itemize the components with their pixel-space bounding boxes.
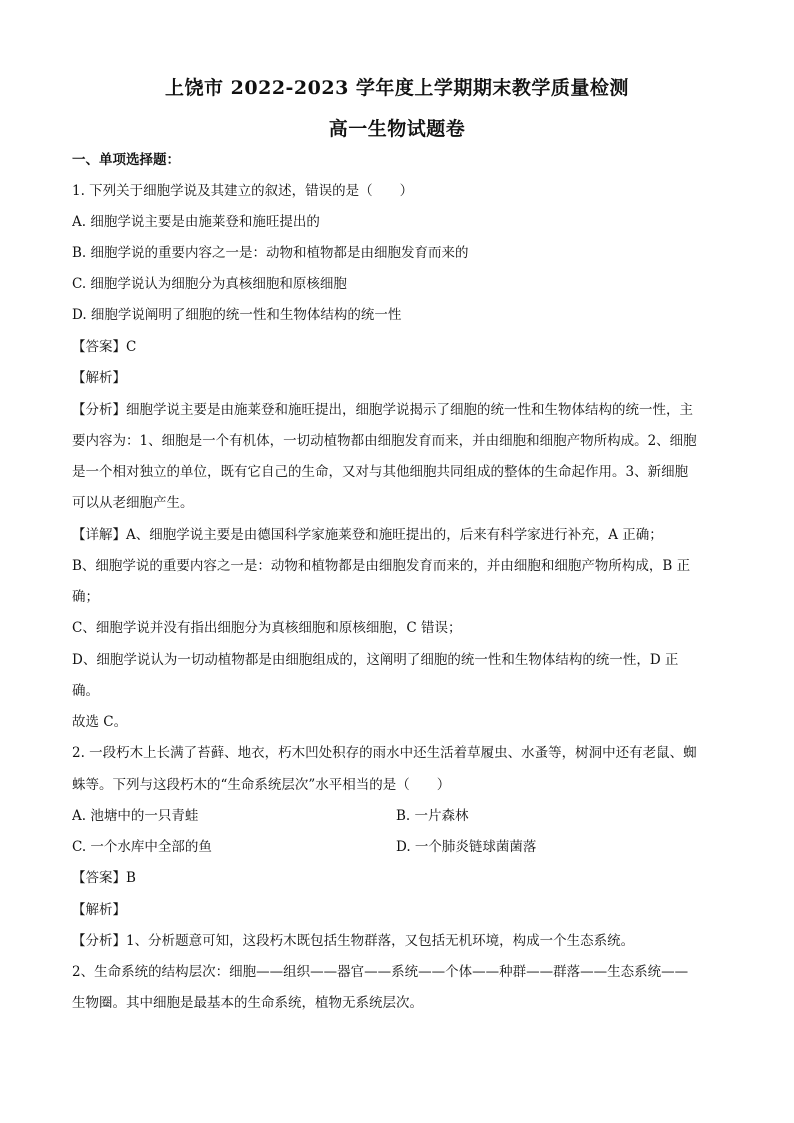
q2-answer: 【答案】B — [72, 870, 136, 886]
q1-analysis-line: 确。 — [72, 683, 99, 699]
q1-analysis-line: 要内容为：1、细胞是一个有机体，一切动植物都由细胞发育而来，并由细胞和细胞产物所构成。2、细胞 — [72, 433, 697, 449]
q1-analysis-label: 【解析】 — [72, 370, 126, 386]
q2-analysis-line: 2、生命系统的结构层次：细胞——组织——器官——系统——个体——种群——群落——生态系统—— — [72, 964, 689, 980]
q1-option-c: C. 细胞学说认为细胞分为真核细胞和原核细胞 — [72, 276, 347, 292]
q1-option-a: A. 细胞学说主要是由施莱登和施旺提出的 — [72, 214, 320, 230]
q1-analysis-line: C、细胞学说并没有指出细胞分为真核细胞和原核细胞，C 错误； — [72, 620, 462, 636]
q2-analysis-line: 【分析】1、分析题意可知，这段朽木既包括生物群落，又包括无机环境，构成一个生态系统。 — [72, 933, 635, 949]
q1-analysis-line: 故选 C。 — [72, 714, 128, 730]
q2-analysis-line: 生物圈。其中细胞是最基本的生命系统，植物无系统层次。 — [72, 995, 423, 1011]
q1-answer: 【答案】C — [72, 339, 137, 355]
q1-option-b: B. 细胞学说的重要内容之一是：动物和植物都是由细胞发育而来的 — [72, 245, 469, 261]
q1-analysis-line: B、细胞学说的重要内容之一是：动物和植物都是由细胞发育而来的，并由细胞和细胞产物所构成，B 正 — [72, 558, 691, 574]
q2-stem-line: 蛛等。下列与这段朽木的“生命系统层次”水平相当的是（ ） — [72, 777, 451, 793]
q2-option-a: A. 池塘中的一只青蛙 — [72, 808, 199, 824]
q1-analysis-line: 是一个相对独立的单位，既有它自己的生命，又对与其他细胞共同组成的整体的生命起作用。3、新细胞 — [72, 464, 689, 480]
q2-option-b: B. 一片森林 — [396, 808, 469, 824]
exam-title: 上饶市 2022-2023 学年度上学期期末教学质量检测 — [165, 77, 629, 99]
q1-analysis-line: 【详解】A、细胞学说主要是由德国科学家施莱登和施旺提出的，后来有科学家进行补充，A 正确； — [72, 527, 663, 543]
q1-analysis-line: 确； — [72, 589, 99, 605]
q2-option-d: D. 一个肺炎链球菌菌落 — [396, 839, 537, 855]
q1-analysis-line: D、细胞学说认为一切动植物都是由细胞组成的，这阐明了细胞的统一性和生物体结构的统一性，D 正 — [72, 652, 679, 668]
q2-stem-line: 2. 一段朽木上长满了苔藓、地衣，朽木凹处积存的雨水中还生活着草履虫、水蚤等，树洞中还有老鼠、蜘 — [72, 745, 697, 761]
q1-stem: 1. 下列关于细胞学说及其建立的叙述，错误的是（ ） — [72, 183, 414, 199]
q1-analysis-line: 可以从老细胞产生。 — [72, 495, 194, 511]
q1-option-d: D. 细胞学说阐明了细胞的统一性和生物体结构的统一性 — [72, 307, 402, 323]
q2-option-row — [72, 806, 722, 826]
section-heading: 一、单项选择题： — [72, 152, 180, 168]
q2-analysis-label: 【解析】 — [72, 902, 126, 918]
q2-option-row — [72, 837, 722, 857]
q1-analysis-line: 【分析】细胞学说主要是由施莱登和施旺提出，细胞学说揭示了细胞的统一性和生物体结构的统一性，主 — [72, 402, 693, 418]
exam-subtitle: 高一生物试题卷 — [328, 118, 466, 140]
q2-option-c: C. 一个水库中全部的鱼 — [72, 839, 212, 855]
